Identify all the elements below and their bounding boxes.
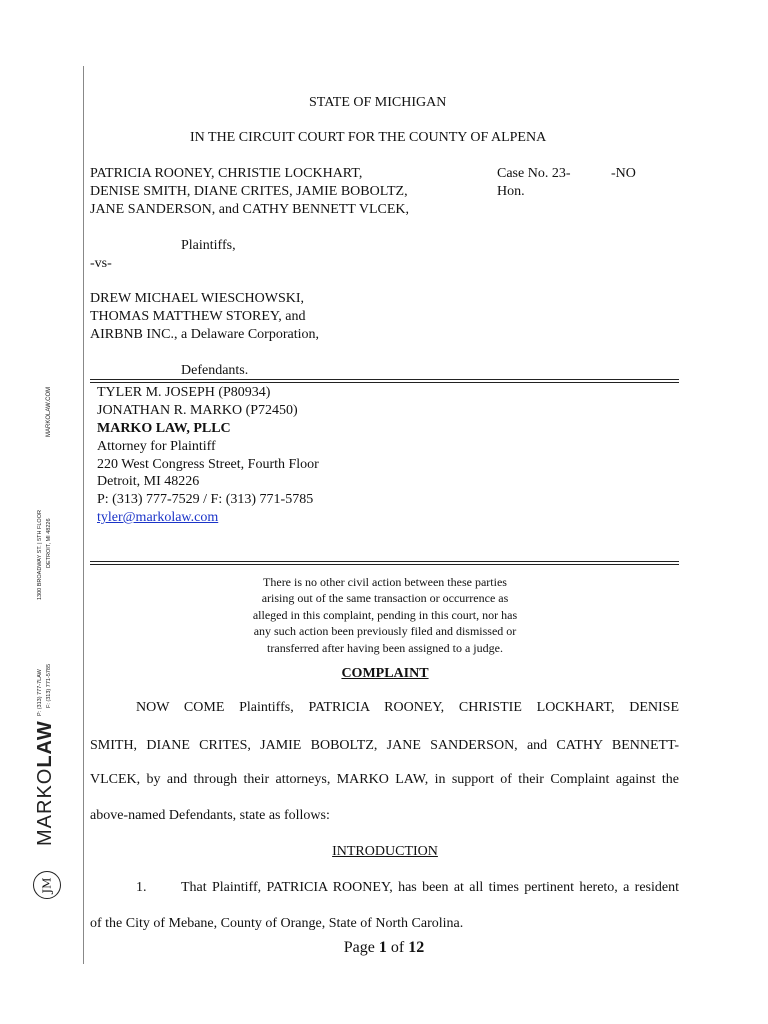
complaint-heading: COMPLAINT: [341, 666, 429, 681]
logo-text-light: MARKO: [34, 767, 56, 846]
plaintiffs-line-3: JANE SANDERSON, and CATHY BENNETT VLCEK,: [90, 202, 410, 217]
sidebar-address-line1: 1300 BROADWAY ST. | 5TH FLOOR: [37, 510, 43, 600]
paragraph-1-line-1: That Plaintiff, PATRICIA ROONEY, has been at all times pertinent hereto, a resident: [181, 880, 679, 895]
plaintiffs-line-2: DENISE SMITH, DIANE CRITES, JAMIE BOBOLTZ,: [90, 184, 408, 199]
introduction-heading: INTRODUCTION: [332, 844, 438, 859]
page-of: of: [386, 939, 409, 956]
margin-rule: [83, 66, 84, 964]
sidebar-fax: F: (313) 771-5785: [46, 663, 52, 708]
divider-rule: [90, 564, 679, 565]
divider-rule: [90, 382, 679, 383]
firm-logo-monogram: [33, 871, 61, 899]
case-number-label: Case No. 23-: [497, 166, 571, 181]
page-total: 12: [408, 939, 425, 956]
defendants-line-2: THOMAS MATTHEW STOREY, and: [90, 309, 306, 324]
attorney-street: 220 West Congress Street, Fourth Floor: [97, 457, 319, 472]
firm-logo-text: [34, 720, 57, 846]
notice-line-4: any such action been previously filed and dismissed or: [253, 624, 517, 638]
notice-line-3: alleged in this complaint, pending in this court, nor has: [252, 608, 518, 622]
attorney-city: Detroit, MI 48226: [97, 474, 200, 489]
intro-line-2: SMITH, DIANE CRITES, JAMIE BOBOLTZ, JANE SANDERSON, and CATHY BENNETT-: [90, 738, 679, 753]
sidebar-firm-url: MARKOLAW.COM: [46, 386, 52, 437]
notice-line-1: There is no other civil action between these parties: [263, 575, 507, 589]
plaintiffs-label: Plaintiffs,: [181, 238, 236, 253]
intro-line-3: VLCEK, by and through their attorneys, MARKO LAW, in support of their Complaint against the: [90, 772, 679, 787]
defendants-line-1: DREW MICHAEL WIESCHOWSKI,: [90, 291, 305, 306]
paragraph-number: 1.: [136, 880, 147, 895]
divider-rule: [90, 379, 679, 380]
divider-rule: [90, 561, 679, 562]
monogram-icon: JM: [40, 877, 54, 893]
paragraph-1-line-2: of the City of Mebane, County of Orange, State of North Carolina.: [90, 916, 464, 931]
defendants-line-3: AIRBNB INC., a Delaware Corporation,: [90, 327, 320, 342]
court-heading: IN THE CIRCUIT COURT FOR THE COUNTY OF ALPENA: [190, 130, 547, 145]
page-number: [300, 938, 468, 958]
notice-line-5: transferred after having been assigned to a judge.: [267, 641, 503, 655]
state-heading: STATE OF MICHIGAN: [309, 95, 447, 110]
attorney-line-2: JONATHAN R. MARKO (P72450): [97, 403, 298, 418]
attorney-phone-fax: P: (313) 777-7529 / F: (313) 771-5785: [97, 492, 314, 507]
defendants-label: Defendants.: [181, 363, 249, 378]
attorney-email-link[interactable]: tyler@markolaw.com: [97, 510, 219, 525]
plaintiffs-line-1: PATRICIA ROONEY, CHRISTIE LOCKHART,: [90, 166, 363, 181]
versus-label: -vs-: [90, 256, 112, 271]
hon-label: Hon.: [497, 184, 525, 199]
notice-line-2: arising out of the same transaction or occurrence as: [261, 591, 509, 605]
logo-text-bold: LAW: [34, 720, 56, 768]
page-current: 1: [378, 939, 387, 956]
attorney-firm: MARKO LAW, PLLC: [97, 421, 231, 436]
page-prefix: Page: [343, 939, 379, 956]
intro-line-1: NOW COME Plaintiffs, PATRICIA ROONEY, CHRISTIE LOCKHART, DENISE: [136, 700, 679, 715]
case-number-suffix: -NO: [611, 166, 636, 181]
attorney-role: Attorney for Plaintiff: [97, 439, 216, 454]
sidebar-phone: P: (313) 777-7LAW: [37, 669, 43, 716]
attorney-line-1: TYLER M. JOSEPH (P80934): [97, 385, 271, 400]
intro-line-4: above-named Defendants, state as follows:: [90, 808, 330, 823]
sidebar-address-line2: DETROIT, MI 48226: [46, 518, 52, 568]
